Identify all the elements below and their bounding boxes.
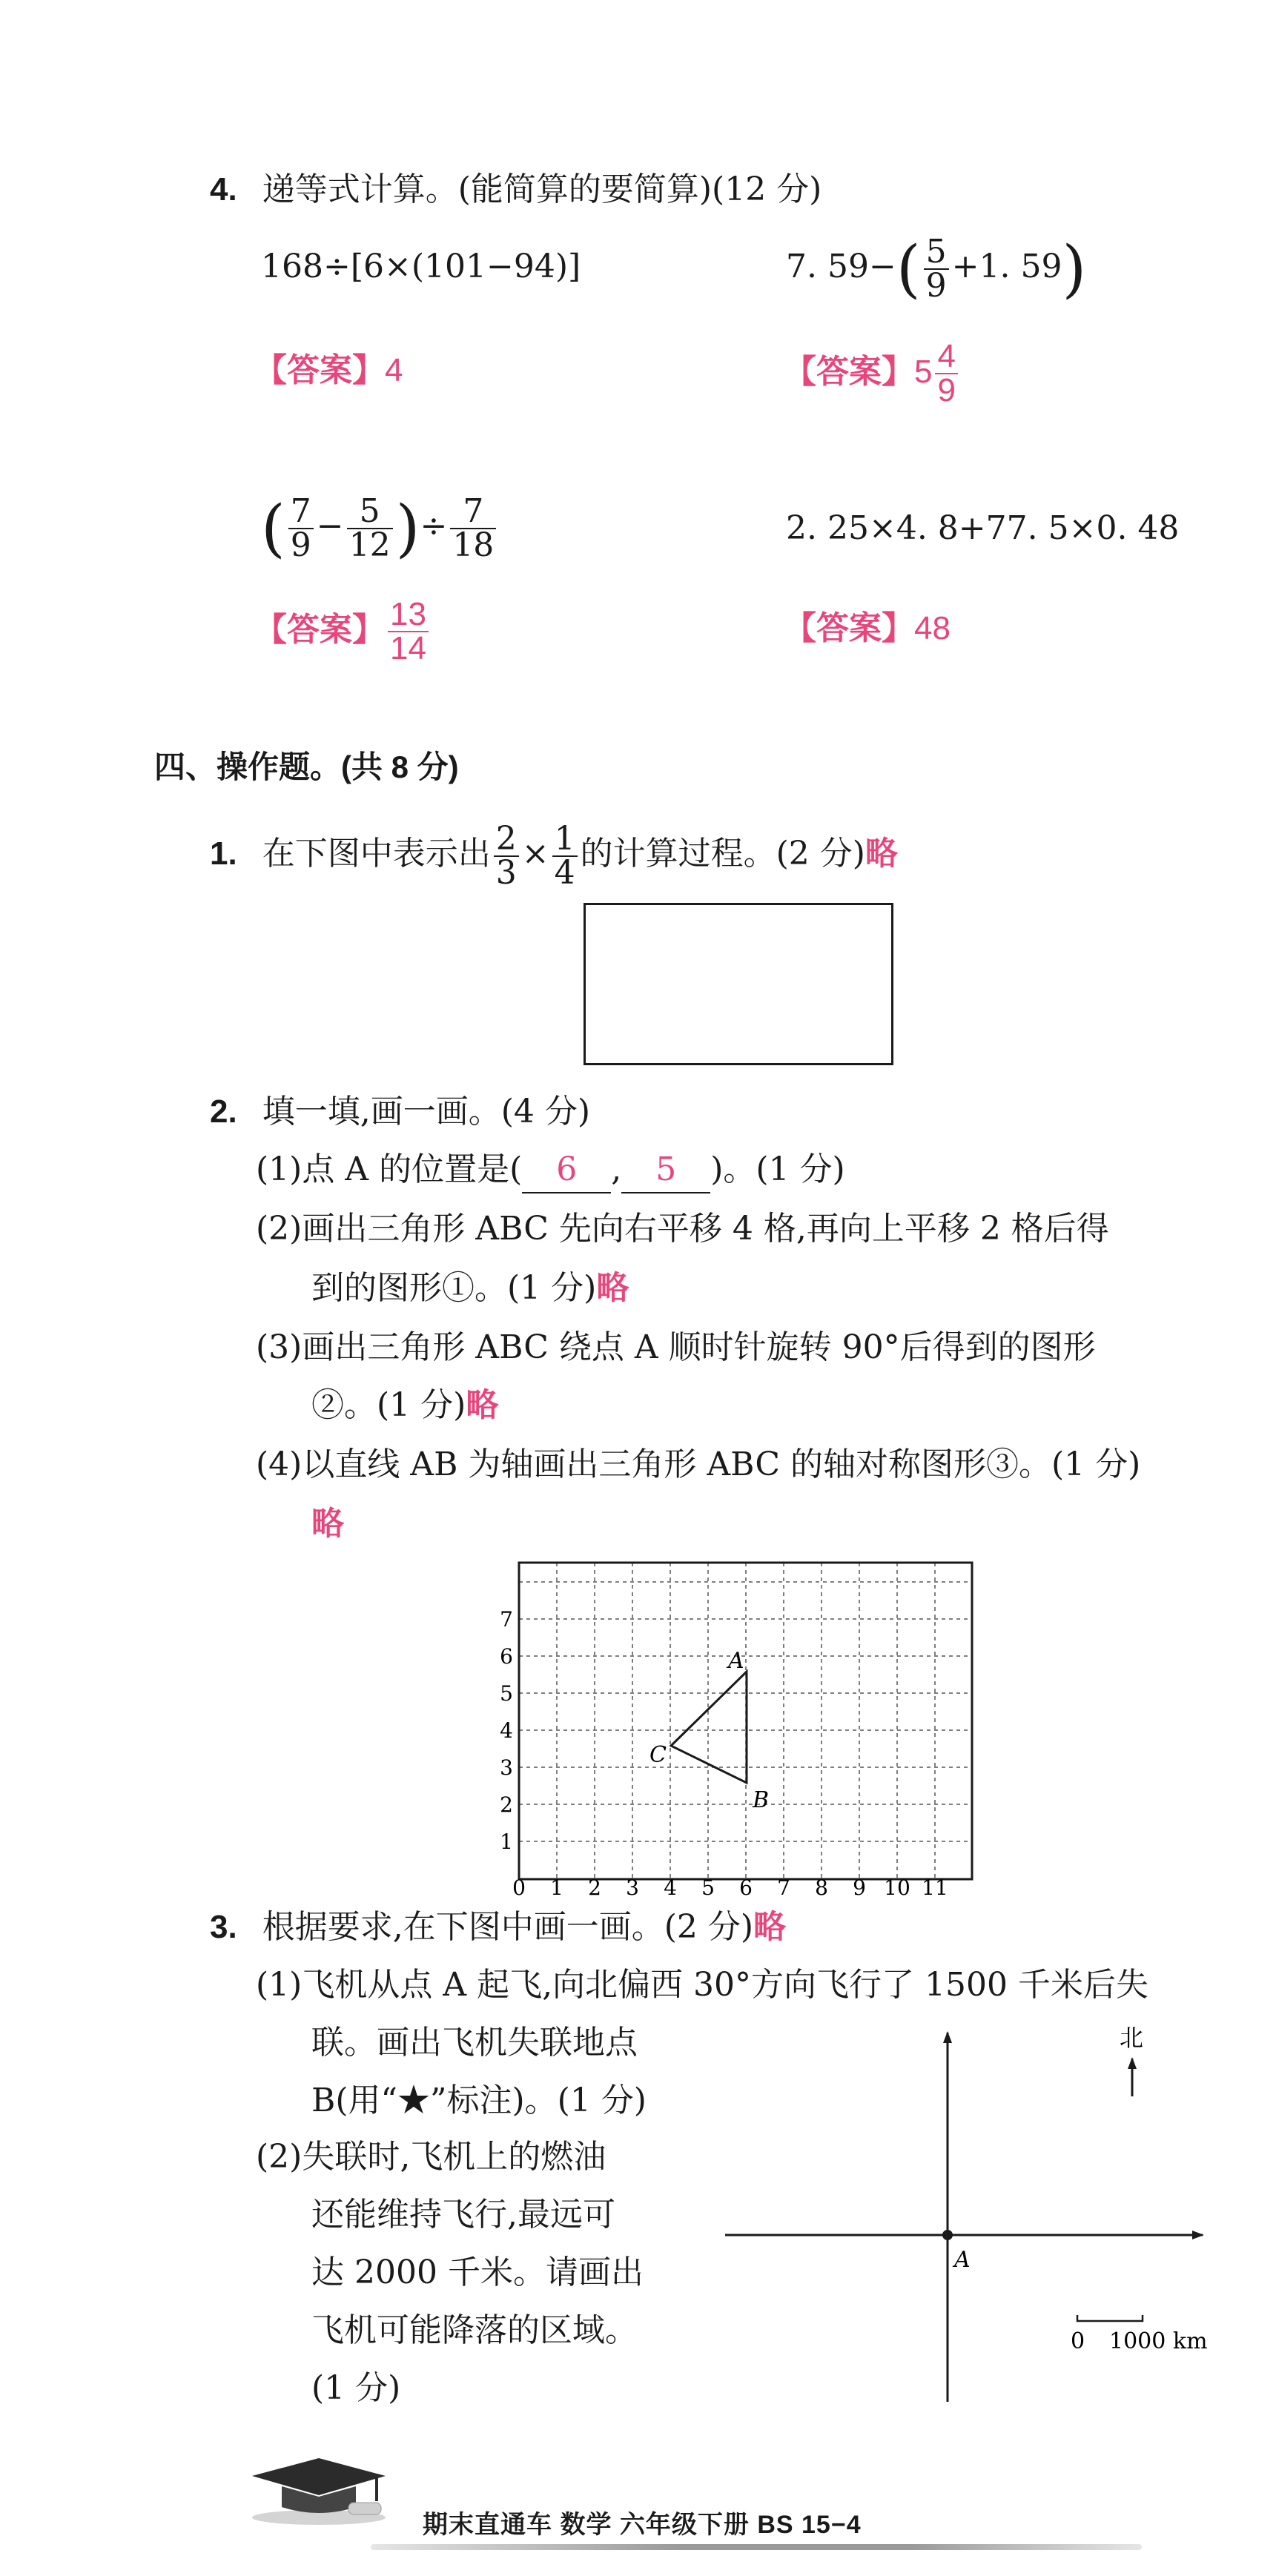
expr-3-numerator-3: 7 [450,495,496,529]
p3-step-1-line-3: B(用“★”标注)。(1 分) [311,2082,647,2119]
p2-step-3-text: ②。(1 分) [311,1386,466,1424]
p1-answer: 略 [865,835,898,872]
answer-3-denominator: 14 [390,630,426,667]
section-title: 四、操作题。(共 8 分) [154,749,459,784]
expr-3-numerator-2: 5 [347,495,393,529]
x-tick-label: 10 [884,1875,910,1898]
answer-label: 【答案】 [784,354,914,390]
answer-label: 【答案】 [784,610,914,646]
y-tick-label: 3 [500,1755,513,1780]
scale-distance-label: 1000 km [1109,2328,1208,2354]
y-axis-ticks [500,1607,513,1854]
p1-text-prefix: 在下图中表示出 [262,835,491,873]
p3-heading [210,1905,786,1950]
expr-3-denominator-2: 12 [348,526,391,564]
x-tick-label: 9 [853,1875,866,1898]
p2-step-4-line-1: (4)以直线 AB 为轴画出三角形 ABC 的轴对称图形③。(1 分) [256,1446,1141,1483]
p1-denominator-2: 4 [554,853,575,892]
p2-step-1-suffix: )。(1 分) [710,1150,845,1188]
point-label-a: A [728,1648,744,1674]
answer-blank-x[interactable]: 6 [522,1148,611,1193]
y-tick-label: 2 [500,1792,513,1817]
answer-1-value: 4 [385,352,403,388]
expr-2: 7. 59−( $\frac{5}{9}$ +1. 59) [786,232,1087,305]
answer-2-numerator: 4 [935,340,957,374]
y-tick-label: 4 [500,1718,513,1743]
p2-step-1-prefix: (1)点 A 的位置是( [256,1150,523,1188]
q4-title: 递等式计算。(能简算的要简算)(12 分) [262,170,822,208]
p2-step-2-answer: 略 [596,1270,629,1306]
answer-2-denominator: 9 [937,372,956,409]
p1-number: 1. [210,835,237,872]
p1-numerator-1: 2 [494,823,519,857]
p3-answer: 略 [753,1909,787,1945]
x-tick-label: 6 [739,1875,753,1898]
x-tick-label: 0 [512,1875,526,1898]
p2-step-3-answer: 略 [466,1387,499,1423]
expr-4: 2. 25×4. 8+77. 5×0. 48 [786,509,1180,547]
answer-3 [254,593,432,667]
answer-4-value: 48 [914,610,951,646]
expr-2-fraction-numerator: 5 [924,236,949,270]
expr-3-denominator-3: 18 [452,526,495,564]
y-tick-label: 1 [500,1830,513,1854]
answer-2 [784,335,961,409]
p3-step-2-line-2: 还能维持飞行,最远可 [311,2196,615,2234]
drawing-rectangle [584,903,893,1065]
answer-label: 【答案】 [254,352,385,388]
answer-4 [784,608,951,649]
scale-bar [1077,2315,1143,2321]
p1-numerator-2: 1 [552,823,578,857]
q4-heading [210,168,822,212]
p2-step-2-text: 到的图形①。(1 分) [311,1269,597,1307]
x-tick-label: 2 [588,1875,601,1898]
triangle-abc [671,1672,747,1783]
expr-2-prefix: 7. 59− [786,248,896,285]
answer-label: 【答案】 [254,612,385,648]
p2-step-3-line-2 [311,1383,498,1428]
answer-blank-y[interactable]: 5 [621,1148,710,1193]
north-label: 北 [1120,2024,1144,2052]
p3-number: 3. [210,1909,237,1945]
p3-step-2-line-4: 飞机可能降落的区域。 [311,2311,638,2349]
answer-1 [254,350,403,391]
origin-label-a: A [954,2247,971,2273]
p2-step-4-answer: 略 [311,1506,344,1542]
expr-3-denominator-1: 9 [290,526,311,564]
p1-denominator-1: 3 [495,853,517,892]
x-tick-label: 5 [701,1875,715,1898]
p2-title: 填一填,画一画。(4 分) [262,1093,591,1130]
p1-text-suffix: 的计算过程。(2 分) [580,835,865,873]
point-label-c: C [649,1742,667,1768]
expr-2-fraction-denominator: 9 [925,266,947,305]
p3-step-2-line-5: (1 分) [311,2369,401,2407]
p2-step-2-line-2 [311,1266,629,1311]
q4-number: 4. [210,171,237,208]
p2-heading [210,1090,590,1134]
direction-diagram [712,2016,1231,2417]
p3-title: 根据要求,在下图中画一画。(2 分) [262,1908,754,1946]
expr-3-numerator-1: 7 [288,495,314,529]
p3-step-1-line-2: 联。画出飞机失联地点 [311,2024,638,2062]
answer-2-whole: 5 [914,354,933,390]
y-tick-label: 6 [500,1644,513,1669]
y-tick-label: 7 [500,1607,513,1632]
expr-2-suffix: +1. 59 [951,248,1062,285]
y-tick-label: 5 [500,1681,513,1706]
origin-point [942,2230,953,2240]
p3-step-2-line-3: 达 2000 千米。请画出 [311,2254,644,2291]
point-label-b: B [753,1787,770,1813]
x-tick-label: 11 [922,1875,948,1898]
scale-zero-label: 0 [1071,2328,1085,2354]
footer-rule [371,2544,1142,2550]
p3-step-2-line-1: (2)失联时,飞机上的燃油 [256,2138,606,2176]
x-tick-label: 8 [815,1875,828,1898]
x-tick-label: 1 [550,1875,563,1898]
expr-1: 168÷[6×(101−94)] [261,248,581,285]
answer-3-numerator: 13 [388,598,429,632]
footer-text: 期末直通车 数学 六年级下册 BS 15−4 [423,2511,862,2539]
graduation-cap-icon [237,2446,393,2535]
p1-line: 1. 在下图中表示出 $\frac{2}{3}$ × $\frac{1}{4}$ 的计算过程。(2 分)略 [210,819,898,892]
p2-step-2-line-1: (2)画出三角形 ABC 先向右平移 4 格,再向上平移 2 格后得 [256,1210,1109,1248]
x-tick-label: 3 [626,1875,639,1898]
p2-step-3-line-1: (3)画出三角形 ABC 绕点 A 顺时针旋转 90°后得到的图形 [256,1328,1096,1366]
p3-step-1-line-1: (1)飞机从点 A 起飞,向北偏西 30°方向飞行了 1500 千米后失 [256,1966,1148,2004]
p2-number: 2. [210,1093,237,1130]
p2-step-1: (1)点 A 的位置是( 6 , 5 )。(1 分) [256,1148,845,1193]
x-tick-label: 7 [777,1875,790,1898]
x-tick-label: 4 [664,1875,677,1898]
coordinate-grid [475,1549,994,1898]
expr-3: ( $\frac{7}{9}$ − $\frac{5}{12}$ )÷ $\frac{7}{18}$ [261,489,499,566]
